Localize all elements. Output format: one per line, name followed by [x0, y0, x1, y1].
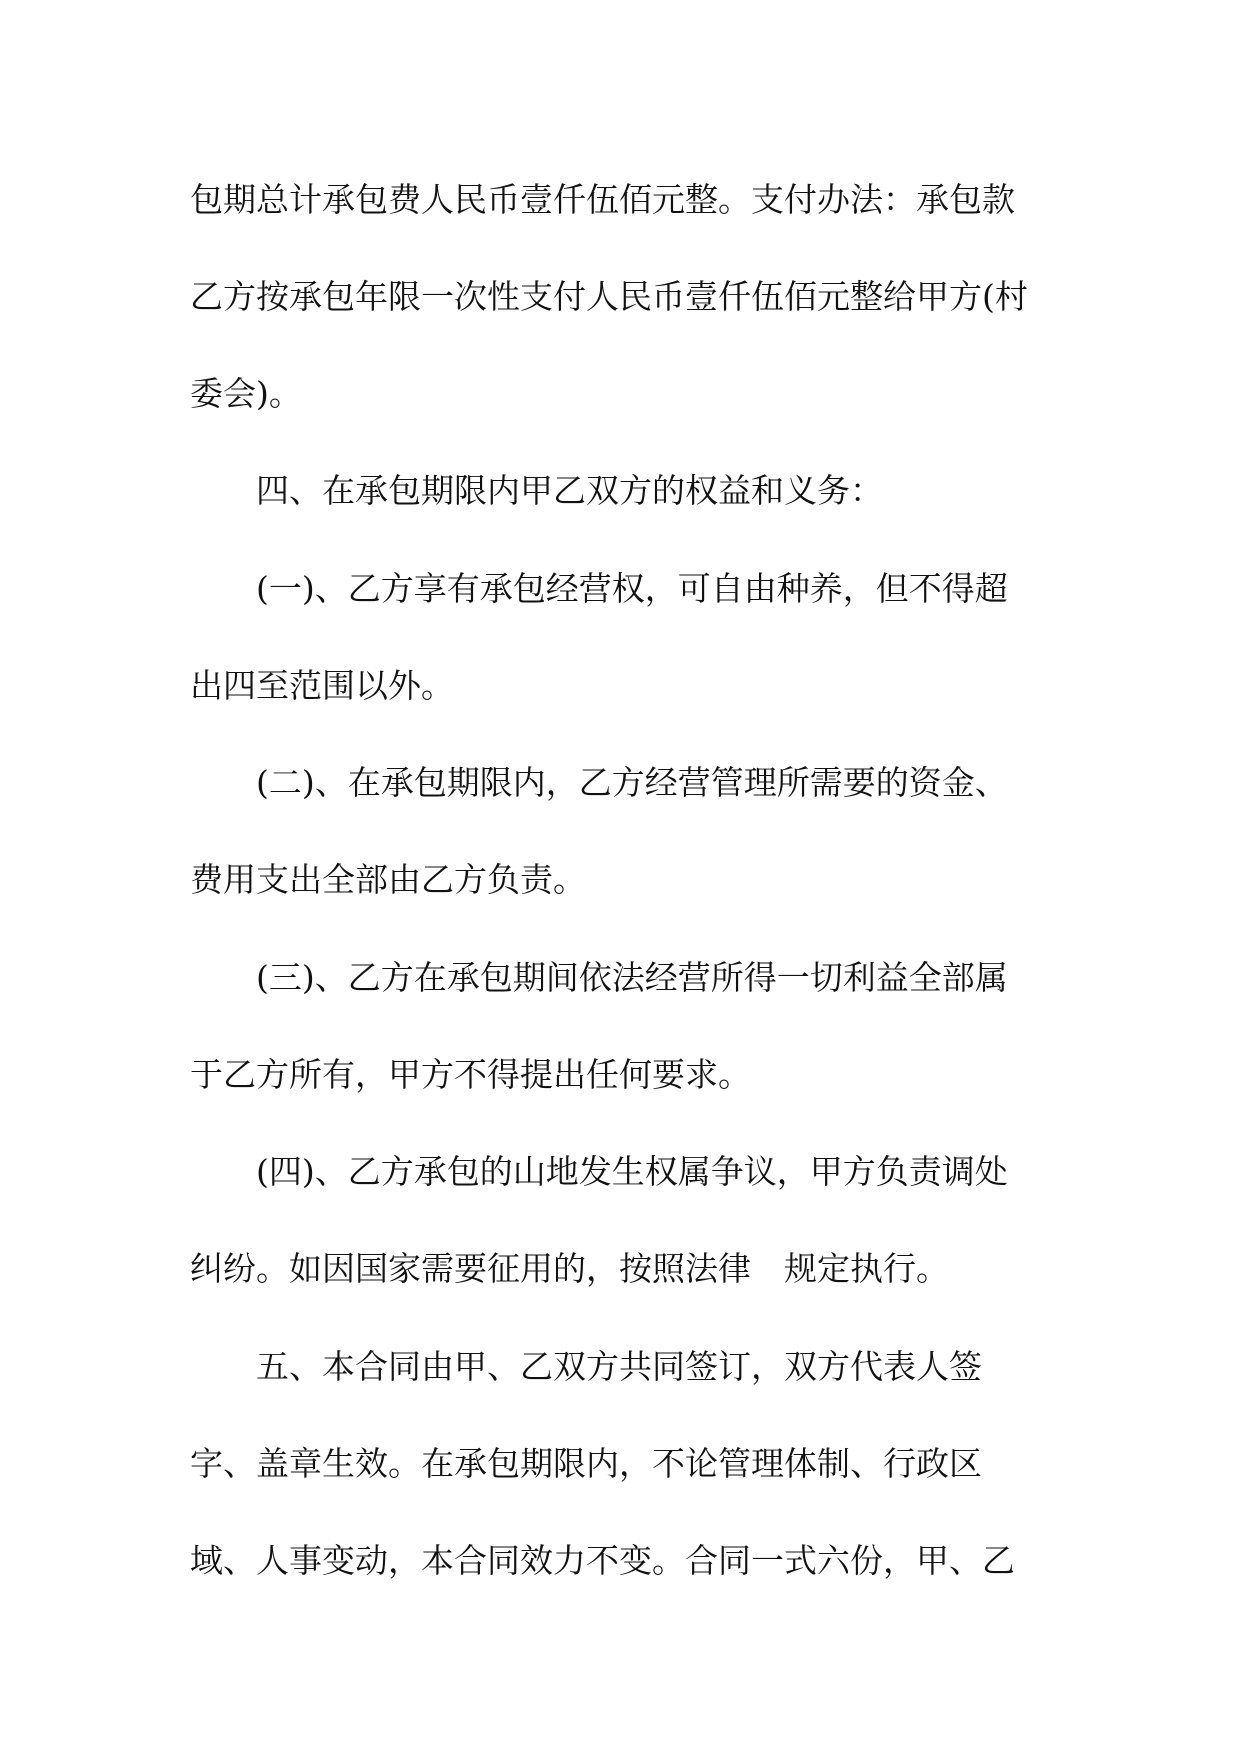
text-line-5: (一)、乙方享有承包经营权，可自由种养，但不得超 — [256, 569, 1008, 608]
text-line-11: (四)、乙方承包的山地发生权属争议，甲方负责调处 — [256, 1152, 1008, 1191]
text-line-15: 域、人事变动，本合同效力不变。合同一式六份，甲、乙 — [190, 1541, 1015, 1580]
text-line-7: (二)、在承包期限内，乙方经营管理所需要的资金、 — [256, 763, 1008, 802]
text-line-13: 五、本合同由甲、乙双方共同签订，双方代表人签 — [256, 1347, 982, 1386]
text-line-14: 字、盖章生效。在承包期限内，不论管理体制、行政区 — [190, 1444, 982, 1483]
text-line-12: 纠纷。如因国家需要征用的，按照法律 规定执行。 — [190, 1249, 949, 1288]
text-line-9: (三)、乙方在承包期间依法经营所得一切利益全部属 — [256, 958, 1008, 997]
text-line-8: 费用支出全部由乙方负责。 — [190, 860, 586, 899]
text-line-10: 于乙方所有，甲方不得提出任何要求。 — [190, 1055, 751, 1094]
text-line-4: 四、在承包期限内甲乙双方的权益和义务： — [256, 471, 883, 510]
text-line-3: 委会)。 — [190, 374, 302, 413]
text-line-2: 乙方按承包年限一次性支付人民币壹仟伍佰元整给甲方(村 — [190, 277, 1028, 316]
text-line-1: 包期总计承包费人民币壹仟伍佰元整。支付办法：承包款 — [190, 180, 1015, 219]
text-line-6: 出四至范围以外。 — [190, 666, 454, 705]
